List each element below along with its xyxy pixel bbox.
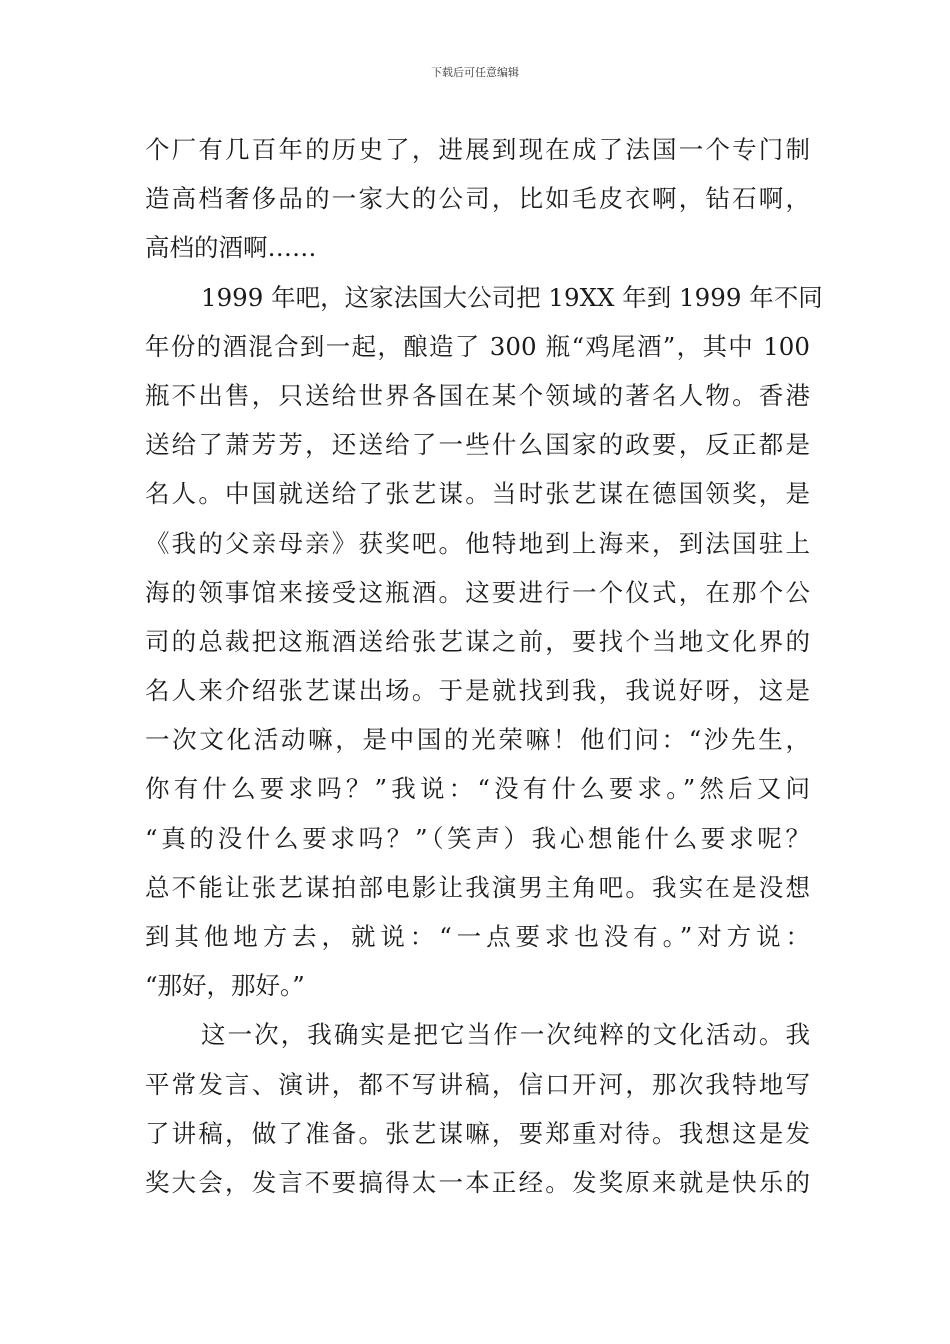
text-line: 送给了萧芳芳，还送给了一些什么国家的政要，反正都是 [145, 430, 810, 460]
text-line: “真的没什么要求吗？”（笑声）我心想能什么要求呢？ [145, 823, 810, 853]
page-header: 下载后可任意编辑 [431, 66, 519, 79]
text-line: 到其他地方去，就说：“一点要求也没有。”对方说： [145, 922, 810, 951]
text-line: 《我的父亲母亲》获奖吧。他特地到上海来，到法国驻上 [145, 528, 810, 558]
text-line: 海的领事馆来接受这瓶酒。这要进行一个仪式，在那个公 [145, 577, 810, 607]
text-line: 名人来介绍张艺谋出场。于是就找到我，我说好呀，这是 [145, 676, 810, 706]
text-line: 总不能让张艺谋拍部电影让我演男主角吧。我实在是没想 [145, 872, 810, 902]
body-text [145, 125, 823, 1207]
text-line: 造高档奢侈品的一家大的公司，比如毛皮衣啊，钻石啊， [145, 184, 810, 214]
text-line: 瓶不出售，只送给世界各国在某个领域的著名人物。香港 [145, 380, 810, 410]
paragraph [145, 1010, 810, 1207]
paragraph [145, 125, 810, 273]
text-line: 一次文化活动嘛，是中国的光荣嘛！他们问：“沙先生， [145, 725, 810, 755]
text-line: 高档的酒啊…… [145, 233, 317, 263]
text-line: 1999 年吧，这家法国大公司把 19XX 年到 1999 年不同 [201, 282, 823, 312]
text-line: 名人。中国就送给了张艺谋。当时张艺谋在德国领奖，是 [145, 479, 810, 509]
text-line: 平常发言、演讲，都不写讲稿，信口开河，那次我特地写 [145, 1069, 810, 1099]
text-line: 你有什么要求吗？”我说：“没有什么要求。”然后又问 [145, 774, 810, 804]
text-line: 司的总裁把这瓶酒送给张艺谋之前，要找个当地文化界的 [145, 626, 810, 656]
paragraph [145, 273, 823, 1011]
text-line: 这一次，我确实是把它当作一次纯粹的文化活动。我 [201, 1020, 810, 1050]
text-line: 了讲稿，做了准备。张艺谋嘛，要郑重对待。我想这是发 [145, 1118, 810, 1148]
text-line: “那好，那好。” [145, 971, 305, 1001]
text-line: 个厂有几百年的历史了，进展到现在成了法国一个专门制 [145, 135, 810, 164]
text-line: 年份的酒混合到一起，酿造了 300 瓶“鸡尾酒”，其中 100 [145, 331, 810, 361]
text-line: 奖大会，发言不要搞得太一本正经。发奖原来就是快乐的 [145, 1167, 810, 1197]
